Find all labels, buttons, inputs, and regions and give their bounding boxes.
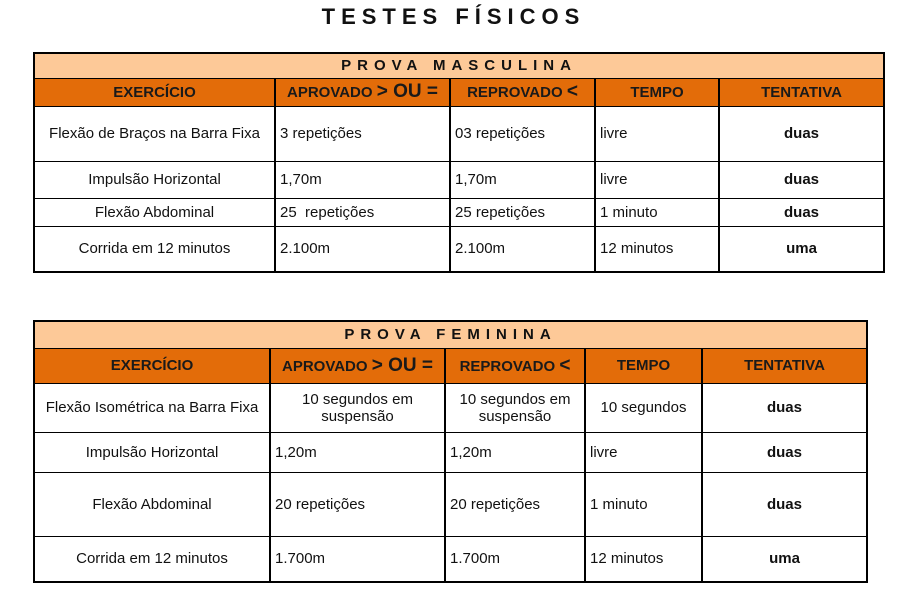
cell-attempts: duas [719,106,884,161]
cell-time: livre [595,161,719,198]
cell-attempts: uma [702,536,867,582]
female-table-title: PROVA FEMININA [34,321,867,348]
cell-approved: 20 repetições [270,472,445,536]
male-test-table [33,52,885,273]
cell-exercise: Impulsão Horizontal [34,161,275,198]
header-time: TEMPO [585,348,702,383]
cell-exercise: Impulsão Horizontal [34,432,270,472]
cell-time: livre [585,432,702,472]
header-time: TEMPO [595,78,719,106]
header-failed: REPROVADO < [450,78,595,106]
cell-failed: 10 segundos em suspensão [445,383,585,432]
cell-approved: 1,20m [270,432,445,472]
cell-time: 1 minuto [595,198,719,226]
table-row [34,383,867,432]
cell-attempts: duas [702,472,867,536]
cell-failed: 1,70m [450,161,595,198]
header-failed: REPROVADO < [445,348,585,383]
table-row [34,161,884,198]
table-row [34,226,884,272]
cell-exercise: Flexão Abdominal [34,472,270,536]
cell-attempts: duas [719,161,884,198]
cell-exercise: Flexão Isométrica na Barra Fixa [34,383,270,432]
cell-failed: 1.700m [445,536,585,582]
cell-exercise: Flexão Abdominal [34,198,275,226]
cell-approved: 1.700m [270,536,445,582]
cell-failed: 03 repetições [450,106,595,161]
cell-time: 10 segundos [585,383,702,432]
table-row [34,536,867,582]
page-title: TESTES FÍSICOS [321,4,586,29]
table-row [34,472,867,536]
header-exercise: EXERCÍCIO [34,78,275,106]
cell-approved: 10 segundos em suspensão [270,383,445,432]
table-row [34,432,867,472]
table-row [34,106,884,161]
male-table-title: PROVA MASCULINA [34,53,884,78]
cell-attempts: duas [702,383,867,432]
header-attempts: TENTATIVA [702,348,867,383]
cell-attempts: duas [719,198,884,226]
cell-time: 1 minuto [585,472,702,536]
header-attempts: TENTATIVA [719,78,884,106]
header-approved: APROVADO > OU = [270,348,445,383]
cell-time: 12 minutos [585,536,702,582]
cell-attempts: uma [719,226,884,272]
cell-approved: 3 repetições [275,106,450,161]
cell-failed: 1,20m [445,432,585,472]
cell-exercise: Corrida em 12 minutos [34,536,270,582]
cell-failed: 2.100m [450,226,595,272]
cell-failed: 25 repetições [450,198,595,226]
cell-approved: 25 repetições [275,198,450,226]
cell-failed: 20 repetições [445,472,585,536]
cell-attempts: duas [702,432,867,472]
cell-time: livre [595,106,719,161]
header-exercise: EXERCÍCIO [34,348,270,383]
table-row [34,198,884,226]
cell-exercise: Corrida em 12 minutos [34,226,275,272]
cell-approved: 2.100m [275,226,450,272]
cell-exercise: Flexão de Braços na Barra Fixa [34,106,275,161]
header-approved: APROVADO > OU = [275,78,450,106]
cell-time: 12 minutos [595,226,719,272]
cell-approved: 1,70m [275,161,450,198]
female-test-table [33,320,868,583]
